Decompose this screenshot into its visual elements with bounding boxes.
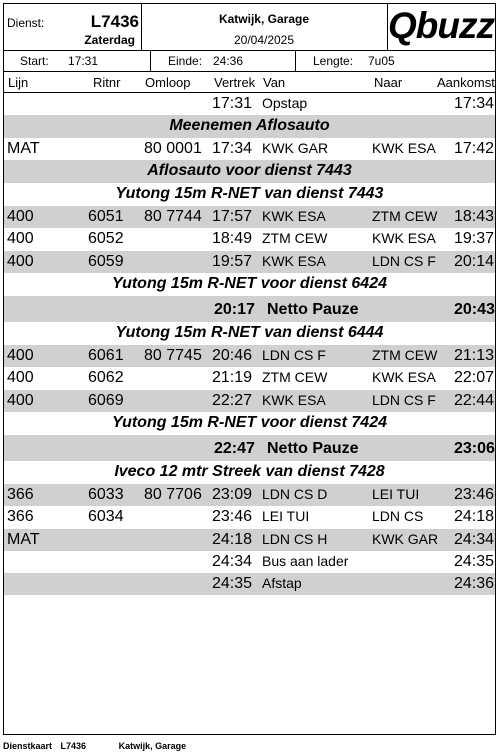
lengte-value: 7u05 [368,54,395,68]
cell-aankomst: 22:07 [454,369,495,387]
cell-aankomst: 24:35 [454,552,495,570]
start-time: 17:31 [68,54,99,68]
cell-naar: LEI TUI [372,485,420,502]
cell-vertrek: 17:34 [212,140,253,158]
cell-naar: KWK ESA [372,230,436,247]
col-naar: Naar [374,75,403,90]
cell-omloop: 80 7706 [144,485,202,503]
col-omloop: Omloop [145,75,191,90]
header [4,4,495,51]
aankomst: 20:43 [454,300,495,318]
cell-omloop: 80 0001 [144,140,202,158]
cell-vertrek: 17:31 [212,95,253,112]
vertrek: 20:17 [214,300,255,318]
cell-ritnr: 6061 [88,346,124,364]
col-aankomst: Aankomst [437,75,495,90]
footer [3,741,186,751]
cell-vertrek: 21:19 [212,369,253,387]
trip-row [4,390,495,412]
section-title [4,461,495,484]
cell-van: Bus aan lader [262,552,349,569]
section-title-text: Aflosauto voor dienst 7443 [147,162,352,180]
cell-vertrek: 18:49 [212,230,253,248]
cell-vertrek: 22:27 [212,391,253,409]
trip-row [4,206,495,228]
cell-lijn: 366 [7,508,34,526]
column-headers [4,72,495,93]
cell-ritnr: 6034 [88,508,124,526]
cell-van: ZTM CEW [262,230,328,247]
cell-vertrek: 24:34 [212,552,253,570]
cell-van: LDN CS D [262,485,328,502]
cell-van: LDN CS F [262,346,326,363]
section-title [4,115,495,138]
pause-row [4,435,495,462]
cell-aankomst: 19:37 [454,230,495,248]
col-van: Van [263,75,286,90]
shift-info [4,51,495,72]
cell-naar: LDN CS F [372,252,436,269]
cell-lijn: 400 [7,391,34,409]
col-ritnr: Ritnr [93,75,121,90]
einde-label: Einde: [168,54,203,68]
cell-lijn: 400 [7,207,34,225]
lengte-label: Lengte: [313,54,354,68]
cell-van: LEI TUI [262,508,310,525]
cell-van: ZTM CEW [262,369,328,386]
section-title [4,322,495,345]
trip-row [4,251,495,273]
start-label: Start: [20,54,49,68]
trip-row [4,93,495,115]
section-title-text: Meenemen Aflosauto [169,117,330,135]
cell-aankomst: 18:43 [454,207,495,225]
section-title-text: Yutong 15m R-NET voor dienst 6424 [111,274,387,292]
cell-van: Opstap [262,95,308,111]
cell-naar: KWK GAR [372,530,439,547]
cell-ritnr: 6059 [88,252,124,270]
cell-lijn: 400 [7,252,34,270]
date: 20/04/2025 [233,33,295,47]
trip-row [4,551,495,573]
section-title [4,160,495,183]
section-title-text: Iveco 12 mtr Streek van dienst 7428 [114,463,385,481]
dienst-label: Dienst: [7,16,45,30]
cell-ritnr: 6052 [88,230,124,248]
cell-lijn: 400 [7,346,34,364]
pause-label: Netto Pauze [267,439,359,457]
cell-aankomst: 20:14 [454,252,495,270]
cell-vertrek: 24:18 [212,530,253,548]
col-vertrek: Vertrek [214,75,256,90]
cell-naar: KWK ESA [372,369,436,386]
cell-aankomst: 24:34 [454,530,495,548]
cell-vertrek: 20:46 [212,346,253,364]
cell-vertrek: 17:57 [212,207,253,225]
cell-naar: ZTM CEW [372,207,438,224]
trip-row [4,529,495,551]
info-divider [150,51,151,71]
pause-row [4,296,495,323]
cell-aankomst: 23:46 [454,485,495,503]
cell-van: KWK ESA [262,252,326,269]
footer-location: Katwijk, Garage [118,741,187,751]
trip-row [4,138,495,160]
qbuzz-logo: Qbuzz [388,5,494,46]
trip-row [4,228,495,250]
col-lijn: Lijn [8,75,29,90]
location: Katwijk, Garage [218,12,310,26]
section-title [4,412,495,435]
trip-row [4,506,495,528]
cell-ritnr: 6033 [88,485,124,503]
cell-aankomst: 24:36 [454,575,495,593]
cell-van: KWK GAR [262,140,329,157]
section-title-text: Yutong 15m R-NET van dienst 7443 [115,185,384,203]
cell-naar: KWK ESA [372,140,436,157]
trip-row [4,573,495,595]
cell-naar: LDN CS [372,508,424,525]
cell-aankomst: 22:44 [454,391,495,409]
footer-dienst: L7436 [60,741,87,751]
cell-naar: LDN CS F [372,391,436,408]
cell-van: KWK ESA [262,207,326,224]
cell-aankomst: 24:18 [454,508,495,526]
section-title [4,183,495,206]
duty-card [3,3,496,735]
cell-omloop: 80 7745 [144,346,202,364]
cell-vertrek: 19:57 [212,252,253,270]
cell-naar: ZTM CEW [372,346,438,363]
cell-van: LDN CS H [262,530,328,547]
cell-aankomst: 17:34 [454,95,495,112]
cell-lijn: 400 [7,369,34,387]
pause-label: Netto Pauze [267,300,359,318]
aankomst: 23:06 [454,439,495,457]
cell-ritnr: 6051 [88,207,124,225]
cell-vertrek: 23:09 [212,485,253,503]
cell-lijn: MAT [7,140,40,158]
cell-vertrek: 24:35 [212,575,253,593]
section-title-text: Yutong 15m R-NET voor dienst 7424 [111,413,387,431]
trip-row [4,345,495,367]
einde-time: 24:36 [213,54,244,68]
cell-lijn: 366 [7,485,34,503]
cell-vertrek: 23:46 [212,508,253,526]
cell-aankomst: 17:42 [454,140,495,158]
cell-van: Afstap [262,575,302,592]
cell-omloop: 80 7744 [144,207,202,225]
cell-aankomst: 21:13 [454,346,495,364]
cell-lijn: 400 [7,230,34,248]
cell-ritnr: 6069 [88,391,124,409]
cell-lijn: MAT [7,530,40,548]
dienst-number: L7436 [90,12,139,31]
footer-label: Dienstkaart [3,741,53,751]
info-divider [295,51,296,71]
schedule-rows [4,93,495,595]
trip-row [4,367,495,389]
vertrek: 22:47 [214,439,255,457]
day-of-week: Zaterdag [84,33,135,47]
trip-row [4,484,495,506]
cell-van: KWK ESA [262,391,326,408]
section-title-text: Yutong 15m R-NET van dienst 6444 [115,324,384,342]
section-title [4,273,495,296]
cell-ritnr: 6062 [88,369,124,387]
